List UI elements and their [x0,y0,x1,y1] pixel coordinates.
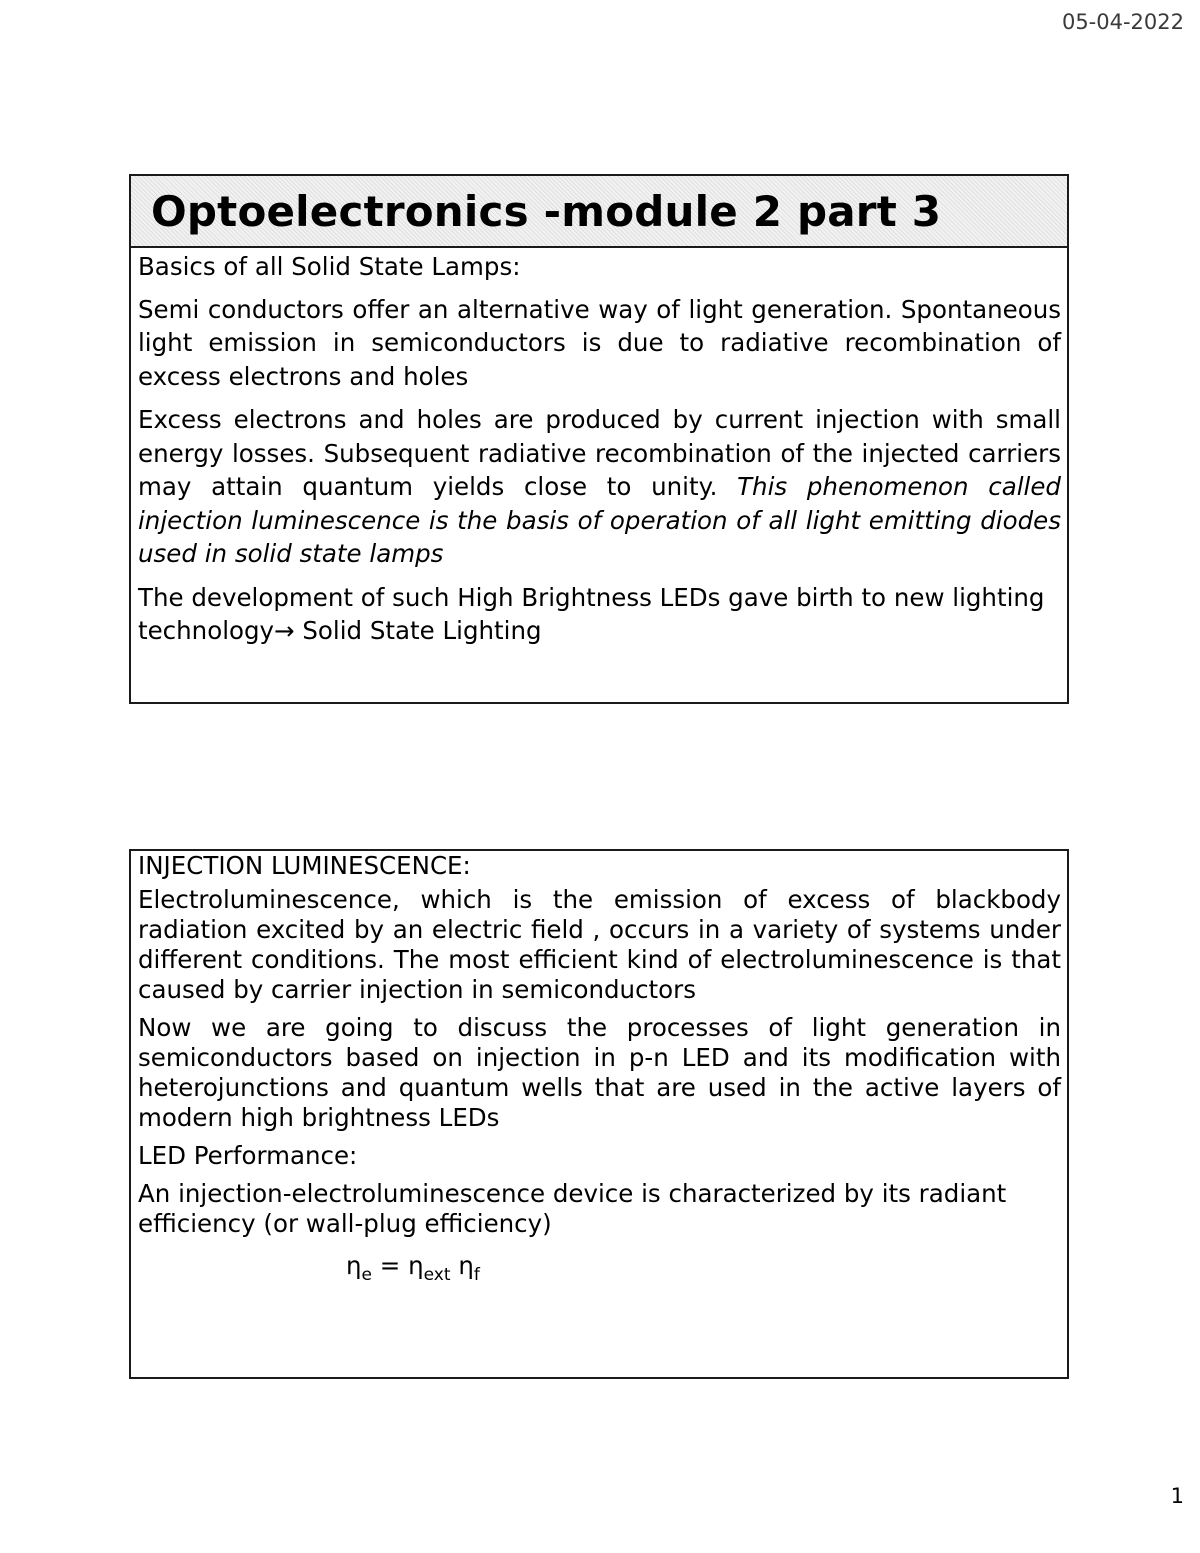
slide-1-paragraph-2 [138,403,1061,571]
slide-2 [129,849,1069,1379]
formula-subscript-ext: ext [423,1264,451,1285]
formula-subscript-e: e [361,1264,372,1285]
slide-2-subheading: LED Performance: [138,1141,358,1170]
slide-1 [129,174,1069,704]
slide-1-subtitle: Basics of all Solid State Lamps: [138,252,521,281]
formula-subscript-f: f [473,1264,480,1285]
page-number: 1 [1170,1484,1184,1508]
slide-2-heading: INJECTION LUMINESCENCE: [138,851,471,880]
slide-1-paragraph-1: Semi conductors offer an alternative way of light generation. Spontaneous light emission in semiconductors is due to radiative recombination of excess electrons and holes [138,294,1061,391]
formula-equals: = [372,1251,409,1280]
slide-2-paragraph-1: Electroluminescence, which is the emission of excess of blackbody radiation excited by an electric field , occurs in a variety of systems under different conditions. The most efficient kind of electroluminescence is that caused by carrier injection in semiconductors [138,885,1061,1004]
page-date: 05-04-2022 [1061,10,1184,34]
slide-1-paragraph-3: The development of such High Brightness LEDs gave birth to new lighting technology→ Solid State Lighting [138,582,1045,645]
slide-2-paragraph-3: An injection-electroluminescence device is characterized by its radiant efficiency (or wall-plug efficiency) [138,1179,1007,1238]
slide-2-paragraph-2: Now we are going to discuss the processes of light generation in semiconductors based on injection in p-n LED and its modification with heterojunctions and quantum wells that are used in the active layers of modern high brightness LEDs [138,1013,1061,1132]
formula-eta-f: η [450,1251,474,1280]
slide-title-bar [131,176,1067,248]
formula-eta-ext: η [408,1251,424,1280]
slide-1-body [131,248,1067,648]
paragraph-2-regular-text: Excess electrons and holes are produced by current injection with small energy losses. Subsequent radiative recombination of the injected carriers may attain quantum yields close to unity. [138,405,1061,501]
paragraph-2-italic-text: This phenomenon called injection luminescence is the basis of operation of all light emitting diodes used in solid state lamps [138,472,1061,568]
slide-2-body [131,851,1067,1290]
slide-title: Optoelectronics -module 2 part 3 [151,187,942,236]
formula-eta: η [346,1251,362,1280]
efficiency-formula [346,1251,1061,1290]
